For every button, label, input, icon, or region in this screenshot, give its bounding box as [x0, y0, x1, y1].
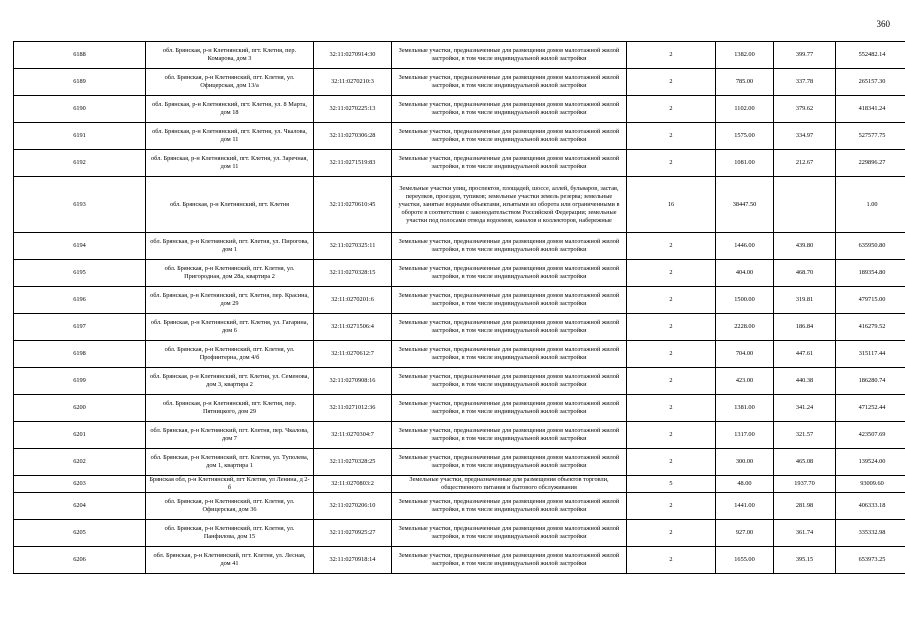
row-number: 6190 [14, 96, 146, 123]
group-number-cell: 2 [627, 314, 716, 341]
land-use-cell: Земельные участки, предназначенные для размещения домов малоэтажной жилой застройки, в том числе индивидуальной жилой застройки [392, 449, 627, 476]
specific-value-cell: 341.24 [774, 395, 836, 422]
specific-value-cell: 399.77 [774, 42, 836, 69]
specific-value-cell: 281.98 [774, 493, 836, 520]
address-cell: обл. Брянская, р-н Клетнянский, пгт. Клетня, пер. Чкалова, дом 7 [146, 422, 314, 449]
specific-value-cell: 361.74 [774, 520, 836, 547]
area-cell: 1081.00 [716, 150, 774, 177]
cadastral-number-cell: 32:11:0271012:36 [314, 395, 392, 422]
land-use-cell: Земельные участки, предназначенные для размещения домов малоэтажной жилой застройки, в том числе индивидуальной жилой застройки [392, 314, 627, 341]
cadastral-value-cell: 315117.44 [836, 341, 905, 368]
table-row [14, 476, 905, 493]
address-cell: обл. Брянская, р-н Клетнянский, пгт. Клетня, ул. Заречная, дом 11 [146, 150, 314, 177]
table-row [14, 69, 905, 96]
address-cell: обл. Брянская, р-н Клетнянский, пгт. Клетня, пер. Пятницкого, дом 29 [146, 395, 314, 422]
row-number: 6191 [14, 123, 146, 150]
address-cell: обл. Брянская, р-н Клетнянский, пгт. Клетня, ул. Чкалова, дом 11 [146, 123, 314, 150]
row-number: 6188 [14, 42, 146, 69]
table-row [14, 287, 905, 314]
cadastral-number-cell: 32:11:0270328:25 [314, 449, 392, 476]
specific-value-cell: 447.61 [774, 341, 836, 368]
specific-value-cell: 321.57 [774, 422, 836, 449]
cadastral-number-cell: 32:11:0270918:14 [314, 547, 392, 574]
cadastral-number-cell: 32:11:0270304:7 [314, 422, 392, 449]
cadastral-value-cell: 93009.60 [836, 476, 905, 493]
address-cell: обл. Брянская, р-н Клетнянский, пгт. Клетня, ул. Гагарина, дом 6 [146, 314, 314, 341]
specific-value-cell: 212.67 [774, 150, 836, 177]
area-cell: 2228.00 [716, 314, 774, 341]
table-row [14, 96, 905, 123]
specific-value-cell: 337.78 [774, 69, 836, 96]
cadastral-number-cell: 32:11:0270908:16 [314, 368, 392, 395]
table-body [14, 42, 905, 574]
area-cell: 1381.00 [716, 395, 774, 422]
specific-value-cell: 395.15 [774, 547, 836, 574]
specific-value-cell: 440.38 [774, 368, 836, 395]
specific-value-cell: 439.80 [774, 233, 836, 260]
land-use-cell: Земельные участки, предназначенные для размещения домов малоэтажной жилой застройки, в том числе индивидуальной жилой застройки [392, 123, 627, 150]
cadastral-number-cell: 32:11:0270612:7 [314, 341, 392, 368]
group-number-cell: 2 [627, 69, 716, 96]
address-cell: обл. Брянская, р-н Клетнянский, пгт. Клетня, ул. Лесная, дом 41 [146, 547, 314, 574]
row-number: 6199 [14, 368, 146, 395]
area-cell: 1441.00 [716, 493, 774, 520]
cadastral-number-cell: 32:11:0271519:83 [314, 150, 392, 177]
cadastral-value-cell: 229896.27 [836, 150, 905, 177]
table-row [14, 233, 905, 260]
group-number-cell: 2 [627, 233, 716, 260]
group-number-cell: 2 [627, 260, 716, 287]
group-number-cell: 2 [627, 96, 716, 123]
address-cell: Брянская обл, р-н Клетнянский, пгт Клетня, ул Ленина, д 2-б [146, 476, 314, 493]
group-number-cell: 16 [627, 177, 716, 233]
land-use-cell: Земельные участки, предназначенные для размещения домов малоэтажной жилой застройки, в том числе индивидуальной жилой застройки [392, 395, 627, 422]
group-number-cell: 2 [627, 547, 716, 574]
address-cell: обл. Брянская, р-н Клетнянский, пгт. Клетня, пер. Комарова, дом 3 [146, 42, 314, 69]
page-number: 360 [876, 19, 890, 29]
group-number-cell: 2 [627, 449, 716, 476]
group-number-cell: 5 [627, 476, 716, 493]
area-cell: 927.00 [716, 520, 774, 547]
row-number: 6198 [14, 341, 146, 368]
table-row [14, 547, 905, 574]
row-number: 6195 [14, 260, 146, 287]
land-use-cell: Земельные участки, предназначенные для размещения домов малоэтажной жилой застройки, в том числе индивидуальной жилой застройки [392, 69, 627, 96]
table-row [14, 422, 905, 449]
cadastral-number-cell: 32:11:0270206:10 [314, 493, 392, 520]
address-cell: обл. Брянская, р-н Клетнянский, пгт. Клетня, ул. Семенова, дом 3, квартира 2 [146, 368, 314, 395]
cadastral-value-cell: 406333.18 [836, 493, 905, 520]
cadastral-value-cell: 479715.00 [836, 287, 905, 314]
table-row [14, 449, 905, 476]
cadastral-number-cell: 32:11:0270803:2 [314, 476, 392, 493]
land-use-cell: Земельные участки, предназначенные для размещения домов малоэтажной жилой застройки, в том числе индивидуальной жилой застройки [392, 368, 627, 395]
specific-value-cell [774, 177, 836, 233]
area-cell: 1500.00 [716, 287, 774, 314]
cadastral-value-cell: 635950.80 [836, 233, 905, 260]
area-cell: 704.00 [716, 341, 774, 368]
row-number: 6204 [14, 493, 146, 520]
row-number: 6192 [14, 150, 146, 177]
land-use-cell: Земельные участки, предназначенные для размещения домов малоэтажной жилой застройки, в том числе индивидуальной жилой застройки [392, 520, 627, 547]
table-row [14, 368, 905, 395]
land-use-cell: Земельные участки, предназначенные для размещения домов малоэтажной жилой застройки, в том числе индивидуальной жилой застройки [392, 233, 627, 260]
land-use-cell: Земельные участки, предназначенные для размещения домов малоэтажной жилой застройки, в том числе индивидуальной жилой застройки [392, 341, 627, 368]
row-number: 6189 [14, 69, 146, 96]
address-cell: обл. Брянская, р-н Клетнянский, пгт. Клетня [146, 177, 314, 233]
row-number: 6197 [14, 314, 146, 341]
specific-value-cell: 319.81 [774, 287, 836, 314]
row-number: 6194 [14, 233, 146, 260]
cadastral-number-cell: 32:11:0270225:13 [314, 96, 392, 123]
table-row [14, 42, 905, 69]
group-number-cell: 2 [627, 150, 716, 177]
cadastral-number-cell: 32:11:0270201:6 [314, 287, 392, 314]
row-number: 6196 [14, 287, 146, 314]
table-row [14, 123, 905, 150]
cadastral-value-cell: 418341.24 [836, 96, 905, 123]
land-use-cell: Земельные участки улиц, проспектов, площадей, шоссе, аллей, бульваров, застав, переулков, проездов, тупиков; земельные участки земель резерва; земельные участки, занятые водными объектами, изъятыми из оборота или ограниченными в обороте в соответствии с законодательством Российской Федерации; земельные участки под полосами отвода водоемов, каналов и коллекторов, набережные [392, 177, 627, 233]
address-cell: обл. Брянская, р-н Клетнянский, пгт. Клетня, ул. Пригородная, дом 28а, квартира 2 [146, 260, 314, 287]
land-use-cell: Земельные участки, предназначенные для размещения домов малоэтажной жилой застройки, в том числе индивидуальной жилой застройки [392, 150, 627, 177]
row-number: 6206 [14, 547, 146, 574]
land-use-cell: Земельные участки, предназначенные для размещения объектов торговли, общественного питания и бытового обслуживания [392, 476, 627, 493]
area-cell: 1382.00 [716, 42, 774, 69]
group-number-cell: 2 [627, 123, 716, 150]
table-row [14, 395, 905, 422]
area-cell: 1446.00 [716, 233, 774, 260]
cadastral-number-cell: 32:11:0270914:30 [314, 42, 392, 69]
area-cell: 300.00 [716, 449, 774, 476]
row-number: 6205 [14, 520, 146, 547]
cadastral-number-cell: 32:11:0270925:27 [314, 520, 392, 547]
address-cell: обл. Брянская, р-н Клетнянский, пгт. Клетня, ул. Профинтерна, дом 4/б [146, 341, 314, 368]
area-cell: 1102.00 [716, 96, 774, 123]
table-row [14, 341, 905, 368]
cadastral-number-cell: 32:11:0271506:4 [314, 314, 392, 341]
address-cell: обл. Брянская, р-н Клетнянский, пгт. Клетня, пер. Красина, дом 29 [146, 287, 314, 314]
cadastral-number-cell: 32:11:0270328:15 [314, 260, 392, 287]
group-number-cell: 2 [627, 287, 716, 314]
specific-value-cell: 1937.70 [774, 476, 836, 493]
group-number-cell: 2 [627, 493, 716, 520]
row-number: 6193 [14, 177, 146, 233]
cadastral-value-cell: 653973.25 [836, 547, 905, 574]
cadastral-number-cell: 32:11:0270610:45 [314, 177, 392, 233]
specific-value-cell: 186.84 [774, 314, 836, 341]
land-use-cell: Земельные участки, предназначенные для размещения домов малоэтажной жилой застройки, в том числе индивидуальной жилой застройки [392, 96, 627, 123]
cadastral-value-cell: 552482.14 [836, 42, 905, 69]
specific-value-cell: 334.97 [774, 123, 836, 150]
area-cell: 38447.50 [716, 177, 774, 233]
area-cell: 48.00 [716, 476, 774, 493]
land-use-cell: Земельные участки, предназначенные для размещения домов малоэтажной жилой застройки, в том числе индивидуальной жилой застройки [392, 260, 627, 287]
cadastral-value-cell: 335332.98 [836, 520, 905, 547]
land-use-cell: Земельные участки, предназначенные для размещения домов малоэтажной жилой застройки, в том числе индивидуальной жилой застройки [392, 287, 627, 314]
cadastral-value-cell: 471252.44 [836, 395, 905, 422]
address-cell: обл. Брянская, р-н Клетнянский, пгт. Клетня, ул. Офицерская, дом 36 [146, 493, 314, 520]
cadastral-value-cell: 189354.80 [836, 260, 905, 287]
group-number-cell: 2 [627, 422, 716, 449]
cadastral-value-cell: 1.00 [836, 177, 905, 233]
table-row [14, 493, 905, 520]
land-use-cell: Земельные участки, предназначенные для размещения домов малоэтажной жилой застройки, в том числе индивидуальной жилой застройки [392, 422, 627, 449]
land-use-cell: Земельные участки, предназначенные для размещения домов малоэтажной жилой застройки, в том числе индивидуальной жилой застройки [392, 42, 627, 69]
table-row [14, 314, 905, 341]
address-cell: обл. Брянская, р-н Клетнянский, пгт. Клетня, ул. 8 Марта, дом 18 [146, 96, 314, 123]
row-number: 6200 [14, 395, 146, 422]
area-cell: 1655.00 [716, 547, 774, 574]
cadastral-value-cell: 186280.74 [836, 368, 905, 395]
cadastral-value-table [13, 41, 905, 574]
cadastral-value-cell: 416279.52 [836, 314, 905, 341]
area-cell: 404.00 [716, 260, 774, 287]
cadastral-value-cell: 527577.75 [836, 123, 905, 150]
table-row [14, 177, 905, 233]
cadastral-number-cell: 32:11:0270325:11 [314, 233, 392, 260]
group-number-cell: 2 [627, 395, 716, 422]
specific-value-cell: 379.62 [774, 96, 836, 123]
group-number-cell: 2 [627, 341, 716, 368]
address-cell: обл. Брянская, р-н Клетнянский, пгт. Клетня, ул. Офицерская, дом 13/а [146, 69, 314, 96]
group-number-cell: 2 [627, 368, 716, 395]
cadastral-value-cell: 423507.69 [836, 422, 905, 449]
cadastral-value-cell: 265157.30 [836, 69, 905, 96]
group-number-cell: 2 [627, 42, 716, 69]
cadastral-number-cell: 32:11:0270306:28 [314, 123, 392, 150]
address-cell: обл. Брянская, р-н Клетнянский, пгт. Клетня, ул. Панфилова, дом 15 [146, 520, 314, 547]
cadastral-number-cell: 32:11:0270210:3 [314, 69, 392, 96]
land-use-cell: Земельные участки, предназначенные для размещения домов малоэтажной жилой застройки, в том числе индивидуальной жилой застройки [392, 547, 627, 574]
area-cell: 1575.00 [716, 123, 774, 150]
group-number-cell: 2 [627, 520, 716, 547]
area-cell: 1317.00 [716, 422, 774, 449]
specific-value-cell: 465.08 [774, 449, 836, 476]
address-cell: обл. Брянская, р-н Клетнянский, пгт. Клетня, ул. Туполева, дом 1, квартира 1 [146, 449, 314, 476]
address-cell: обл. Брянская, р-н Клетнянский, пгт. Клетня, ул. Пирогова, дом 1 [146, 233, 314, 260]
area-cell: 785.00 [716, 69, 774, 96]
area-cell: 423.00 [716, 368, 774, 395]
table-row [14, 260, 905, 287]
cadastral-value-cell: 139524.00 [836, 449, 905, 476]
row-number: 6203 [14, 476, 146, 493]
row-number: 6201 [14, 422, 146, 449]
table-row [14, 520, 905, 547]
table-row [14, 150, 905, 177]
row-number: 6202 [14, 449, 146, 476]
land-use-cell: Земельные участки, предназначенные для размещения домов малоэтажной жилой застройки, в том числе индивидуальной жилой застройки [392, 493, 627, 520]
specific-value-cell: 468.70 [774, 260, 836, 287]
